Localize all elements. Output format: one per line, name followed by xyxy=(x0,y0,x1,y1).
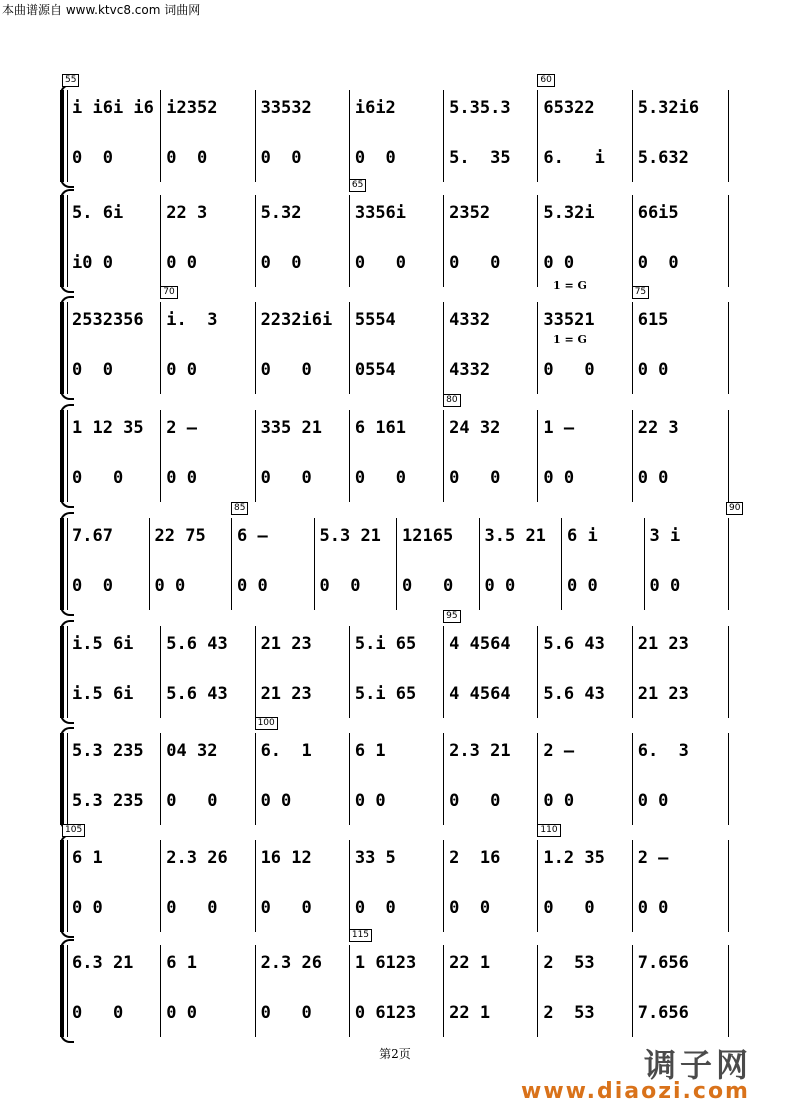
brace-hook xyxy=(60,178,74,188)
measure-upper-notes: 33521 xyxy=(543,310,595,330)
measure-number: 115 xyxy=(349,929,372,942)
score-system xyxy=(52,930,732,1037)
barline xyxy=(537,733,538,825)
measure-upper-notes: 1 – xyxy=(543,418,575,438)
measure-upper-notes: 66i5 xyxy=(637,203,679,223)
measure-lower-notes: 0 0 xyxy=(543,360,595,380)
measure-lower-notes: 0 0 xyxy=(354,791,386,811)
brace-hook xyxy=(60,404,74,414)
measure-upper-notes: 22 1 xyxy=(449,953,491,973)
measure-upper-notes: i. 3 xyxy=(166,310,218,330)
barline xyxy=(160,945,161,1037)
measure-upper-notes: 4 4564 xyxy=(449,634,511,654)
measure-number: 85 xyxy=(231,502,248,515)
measure-lower-notes: 0 0 xyxy=(637,791,669,811)
measure-upper-notes: 5. 6i xyxy=(72,203,124,223)
brace-hook xyxy=(60,498,74,508)
barline xyxy=(160,195,161,287)
measure-lower-notes: 0 0 xyxy=(637,253,679,273)
barline xyxy=(632,195,633,287)
system-brace xyxy=(67,733,68,825)
measure-lower-notes: 0 0 xyxy=(72,898,103,918)
measure-lower-notes: 0 0 xyxy=(402,576,454,596)
measure-lower-notes: 0 0 xyxy=(319,576,361,596)
measure-upper-notes: 5.32i6 xyxy=(637,98,700,118)
measure-lower-notes: 0 0 xyxy=(260,360,312,380)
measure-upper-notes: 04 32 xyxy=(166,741,218,761)
measure-lower-notes: 0 0 xyxy=(260,468,312,488)
system-brace xyxy=(67,195,68,287)
measure-upper-notes: 22 75 xyxy=(154,526,206,546)
measure-upper-notes: i.5 6i xyxy=(72,634,134,654)
barline xyxy=(443,195,444,287)
measure-lower-notes: 0 0 xyxy=(154,576,186,596)
system-brace xyxy=(67,90,68,182)
system-brace xyxy=(60,840,64,932)
measure-upper-notes: 2 53 xyxy=(543,953,595,973)
barline xyxy=(728,302,729,394)
barline xyxy=(255,302,256,394)
measure-upper-notes: 6 i xyxy=(567,526,598,546)
measure-upper-notes: 33532 xyxy=(260,98,312,118)
barline xyxy=(160,626,161,718)
system-brace xyxy=(67,518,68,610)
barline xyxy=(632,945,633,1037)
measure-upper-notes: 5.32 xyxy=(260,203,302,223)
barline xyxy=(443,90,444,182)
measure-upper-notes: 3.5 21 xyxy=(484,526,546,546)
barline xyxy=(537,302,538,394)
barline xyxy=(728,626,729,718)
measure-lower-notes: 0 0 xyxy=(260,791,292,811)
measure-lower-notes: 5. 35 xyxy=(449,148,511,168)
measure-upper-notes: 2.3 26 xyxy=(260,953,322,973)
measure-upper-notes: 33 5 xyxy=(354,848,396,868)
barline xyxy=(443,945,444,1037)
measure-upper-notes: 24 32 xyxy=(449,418,501,438)
barline xyxy=(349,302,350,394)
measure-upper-notes: 2.3 21 xyxy=(449,741,511,761)
measure-lower-notes: 0 0 xyxy=(260,253,302,273)
measure-upper-notes: 5554 xyxy=(354,310,396,330)
barline xyxy=(537,840,538,932)
measure-number: 70 xyxy=(160,286,177,299)
measure-upper-notes: 6 1 xyxy=(72,848,103,868)
measure-lower-notes: 6. i xyxy=(543,148,605,168)
barline xyxy=(160,302,161,394)
measure-lower-notes: 0 0 xyxy=(166,1003,197,1023)
brace-hook xyxy=(60,390,74,400)
measure-lower-notes: 0 0 xyxy=(449,898,491,918)
barline xyxy=(644,518,645,610)
measure-upper-notes: 1 12 35 xyxy=(72,418,144,438)
barline xyxy=(349,195,350,287)
measure-lower-notes: 0 0 xyxy=(543,791,575,811)
score-system xyxy=(52,75,732,182)
measure-lower-notes: 0 0 xyxy=(543,253,575,273)
measure-number: 110 xyxy=(537,824,560,837)
measure-upper-notes: 6 161 xyxy=(354,418,407,438)
measure-lower-notes: 0 0 xyxy=(637,898,669,918)
score-system xyxy=(52,611,732,718)
barline xyxy=(479,518,480,610)
barline xyxy=(632,840,633,932)
measure-lower-notes: 0 0 xyxy=(449,791,501,811)
measure-upper-notes: 7.67 xyxy=(72,526,113,546)
system-brace xyxy=(60,195,64,287)
barline xyxy=(314,518,315,610)
barline xyxy=(255,195,256,287)
measure-lower-notes: 0 0 xyxy=(166,468,197,488)
system-brace xyxy=(60,945,64,1037)
measure-upper-notes: 6. 1 xyxy=(260,741,312,761)
measure-number: 60 xyxy=(537,74,554,87)
barline xyxy=(537,195,538,287)
measure-number: 75 xyxy=(632,286,649,299)
barline xyxy=(443,626,444,718)
barline xyxy=(255,945,256,1037)
measure-lower-notes: 0 0 xyxy=(166,898,218,918)
measure-lower-notes: 0 0 xyxy=(543,898,595,918)
system-brace xyxy=(67,410,68,502)
brace-hook xyxy=(60,283,74,293)
barline xyxy=(443,840,444,932)
measure-number: 105 xyxy=(62,824,85,837)
measure-lower-notes: 0554 xyxy=(354,360,396,380)
barline xyxy=(160,410,161,502)
measure-upper-notes: 22 3 xyxy=(166,203,208,223)
measure-upper-notes: 3 i xyxy=(649,526,681,546)
measure-lower-notes: 5.i 65 xyxy=(354,684,417,704)
measure-number: 65 xyxy=(349,179,366,192)
measure-upper-notes: 12165 xyxy=(402,526,454,546)
measure-number: 80 xyxy=(443,394,460,407)
measure-number: 90 xyxy=(726,502,743,515)
measure-lower-notes: 0 0 xyxy=(637,468,669,488)
brace-hook xyxy=(60,1033,74,1043)
measure-lower-notes: 7.656 xyxy=(637,1003,689,1023)
score-system xyxy=(52,503,741,610)
barline xyxy=(349,733,350,825)
barline xyxy=(728,410,729,502)
measure-lower-notes: 0 0 xyxy=(449,253,501,273)
barline xyxy=(537,410,538,502)
measure-lower-notes: 2 53 xyxy=(543,1003,595,1023)
measure-lower-notes: 0 0 xyxy=(449,468,501,488)
barline xyxy=(255,626,256,718)
measure-lower-notes: 0 0 xyxy=(166,148,208,168)
brace-hook xyxy=(60,714,74,724)
barline xyxy=(255,840,256,932)
measure-lower-notes: 21 23 xyxy=(260,684,312,704)
barline xyxy=(396,518,397,610)
barline xyxy=(349,840,350,932)
measure-upper-notes: 335 21 xyxy=(260,418,322,438)
barline xyxy=(149,518,150,610)
measure-upper-notes: 5.6 43 xyxy=(166,634,228,654)
measure-lower-notes: 0 6123 xyxy=(354,1003,417,1023)
system-brace xyxy=(67,302,68,394)
measure-number: 55 xyxy=(62,74,79,87)
brace-hook xyxy=(60,620,74,630)
brace-hook xyxy=(60,928,74,938)
measure-lower-notes: 4 4564 xyxy=(449,684,511,704)
measure-lower-notes: 0 0 xyxy=(260,1003,312,1023)
barline xyxy=(349,945,350,1037)
system-brace xyxy=(67,945,68,1037)
score-system xyxy=(52,180,732,287)
measure-upper-notes: 2 – xyxy=(166,418,197,438)
system-brace xyxy=(60,90,64,182)
system-brace xyxy=(60,733,64,825)
measure-lower-notes: 0 0 xyxy=(166,791,218,811)
score-system xyxy=(52,825,732,932)
measure-lower-notes: 0 0 xyxy=(260,148,302,168)
brace-hook xyxy=(60,939,74,949)
barline xyxy=(255,410,256,502)
system-brace xyxy=(60,302,64,394)
measure-lower-notes: 22 1 xyxy=(449,1003,491,1023)
barline xyxy=(349,90,350,182)
measure-upper-notes: 2352 xyxy=(449,203,491,223)
system-brace xyxy=(67,626,68,718)
measure-lower-notes: 5.6 43 xyxy=(543,684,605,704)
barline xyxy=(728,945,729,1037)
measure-lower-notes: 4332 xyxy=(449,360,491,380)
barline xyxy=(537,626,538,718)
measure-upper-notes: 2 – xyxy=(637,848,669,868)
barline xyxy=(728,840,729,932)
measure-upper-notes: 5.3 235 xyxy=(72,741,144,761)
system-brace xyxy=(60,518,64,610)
measure-lower-notes: 0 0 xyxy=(166,360,197,380)
measure-lower-notes: 0 0 xyxy=(237,576,268,596)
measure-upper-notes: 2 16 xyxy=(449,848,501,868)
measure-upper-notes: 2 – xyxy=(543,741,575,761)
measure-upper-notes: 4332 xyxy=(449,310,491,330)
measure-lower-notes: 0 0 xyxy=(166,253,197,273)
barline xyxy=(728,195,729,287)
measure-lower-notes: 5.6 43 xyxy=(166,684,228,704)
barline xyxy=(255,733,256,825)
measure-lower-notes: 0 0 xyxy=(354,148,396,168)
barline xyxy=(728,733,729,825)
system-brace xyxy=(60,410,64,502)
barline xyxy=(632,626,633,718)
measure-upper-notes: i2352 xyxy=(166,98,218,118)
brace-hook xyxy=(60,189,74,199)
measure-lower-notes: 21 23 xyxy=(637,684,689,704)
measure-upper-notes: 5.6 43 xyxy=(543,634,605,654)
barline xyxy=(443,410,444,502)
measure-upper-notes: 2532356 xyxy=(72,310,144,330)
measure-lower-notes: 0 0 xyxy=(72,576,113,596)
measure-lower-notes: 0 0 xyxy=(354,898,396,918)
measure-upper-notes: 6. 3 xyxy=(637,741,689,761)
score-system xyxy=(52,287,732,394)
measure-upper-notes: 2.3 26 xyxy=(166,848,228,868)
measure-lower-notes: 0 0 xyxy=(260,898,312,918)
barline xyxy=(561,518,562,610)
measure-upper-notes: 22 3 xyxy=(637,418,679,438)
measure-upper-notes: 6 1 xyxy=(166,953,197,973)
barline xyxy=(632,302,633,394)
measure-lower-notes: 0 0 xyxy=(637,360,669,380)
measure-lower-notes: 0 0 xyxy=(72,468,124,488)
barline xyxy=(349,410,350,502)
measure-upper-notes: 615 xyxy=(637,310,669,330)
barline xyxy=(728,90,729,182)
measure-number: 95 xyxy=(443,610,460,623)
score-system xyxy=(52,718,732,825)
measure-upper-notes: 65322 xyxy=(543,98,595,118)
measure-lower-notes: 5.632 xyxy=(637,148,689,168)
barline xyxy=(349,626,350,718)
measure-upper-notes: 21 23 xyxy=(260,634,312,654)
measure-lower-notes: 0 0 xyxy=(72,148,113,168)
measure-lower-notes: i.5 6i xyxy=(72,684,134,704)
measure-upper-notes: 1.2 35 xyxy=(543,848,605,868)
measure-lower-notes: 0 0 xyxy=(354,468,407,488)
key-change-label: 1 = G xyxy=(553,279,587,292)
barline xyxy=(443,302,444,394)
brace-hook xyxy=(60,606,74,616)
measure-lower-notes: 0 0 xyxy=(72,1003,124,1023)
measure-lower-notes: 0 0 xyxy=(649,576,681,596)
measure-upper-notes: 3356i xyxy=(354,203,407,223)
barline xyxy=(632,733,633,825)
barline xyxy=(632,90,633,182)
measure-upper-notes: 2232i6i xyxy=(260,310,333,330)
measure-upper-notes: 1 6123 xyxy=(354,953,417,973)
watermark-brand: 调子网 xyxy=(643,1046,752,1084)
measure-upper-notes: 6 1 xyxy=(354,741,386,761)
score-system xyxy=(52,395,732,502)
measure-upper-notes: 5.32i xyxy=(543,203,595,223)
measure-upper-notes: 6.3 21 xyxy=(72,953,134,973)
watermark-url: www.diaozi.com xyxy=(521,1079,750,1104)
barline xyxy=(231,518,232,610)
measure-upper-notes: i6i2 xyxy=(354,98,396,118)
measure-upper-notes: i i6i i6 xyxy=(72,98,154,118)
measure-upper-notes: 6 – xyxy=(237,526,268,546)
measure-upper-notes: 5.3 21 xyxy=(319,526,381,546)
measure-lower-notes: i0 0 xyxy=(72,253,113,273)
measure-upper-notes: 7.656 xyxy=(637,953,689,973)
barline xyxy=(160,733,161,825)
measure-lower-notes: 0 0 xyxy=(72,360,113,380)
measure-lower-notes: 0 0 xyxy=(567,576,598,596)
measure-lower-notes: 5.3 235 xyxy=(72,791,144,811)
measure-number: 100 xyxy=(255,717,278,730)
measure-lower-notes: 0 0 xyxy=(543,468,575,488)
barline xyxy=(632,410,633,502)
barline xyxy=(443,733,444,825)
measure-lower-notes: 0 0 xyxy=(484,576,516,596)
measure-upper-notes: 21 23 xyxy=(637,634,689,654)
barline xyxy=(160,90,161,182)
brace-hook xyxy=(60,296,74,306)
barline xyxy=(537,90,538,182)
measure-upper-notes: 5.35.3 xyxy=(449,98,511,118)
measure-upper-notes: 16 12 xyxy=(260,848,312,868)
page-number: 第2页 xyxy=(379,1047,411,1061)
barline xyxy=(255,90,256,182)
system-brace xyxy=(60,626,64,718)
measure-lower-notes: 0 0 xyxy=(354,253,407,273)
barline xyxy=(537,945,538,1037)
brace-hook xyxy=(60,512,74,522)
barline xyxy=(160,840,161,932)
system-brace xyxy=(67,840,68,932)
brace-hook xyxy=(60,727,74,737)
source-header: 本曲谱源自 www.ktvc8.com 词曲网 xyxy=(2,3,201,17)
barline xyxy=(728,518,729,610)
key-change-label-inline: 1 = G xyxy=(553,333,587,346)
measure-upper-notes: 5.i 65 xyxy=(354,634,417,654)
